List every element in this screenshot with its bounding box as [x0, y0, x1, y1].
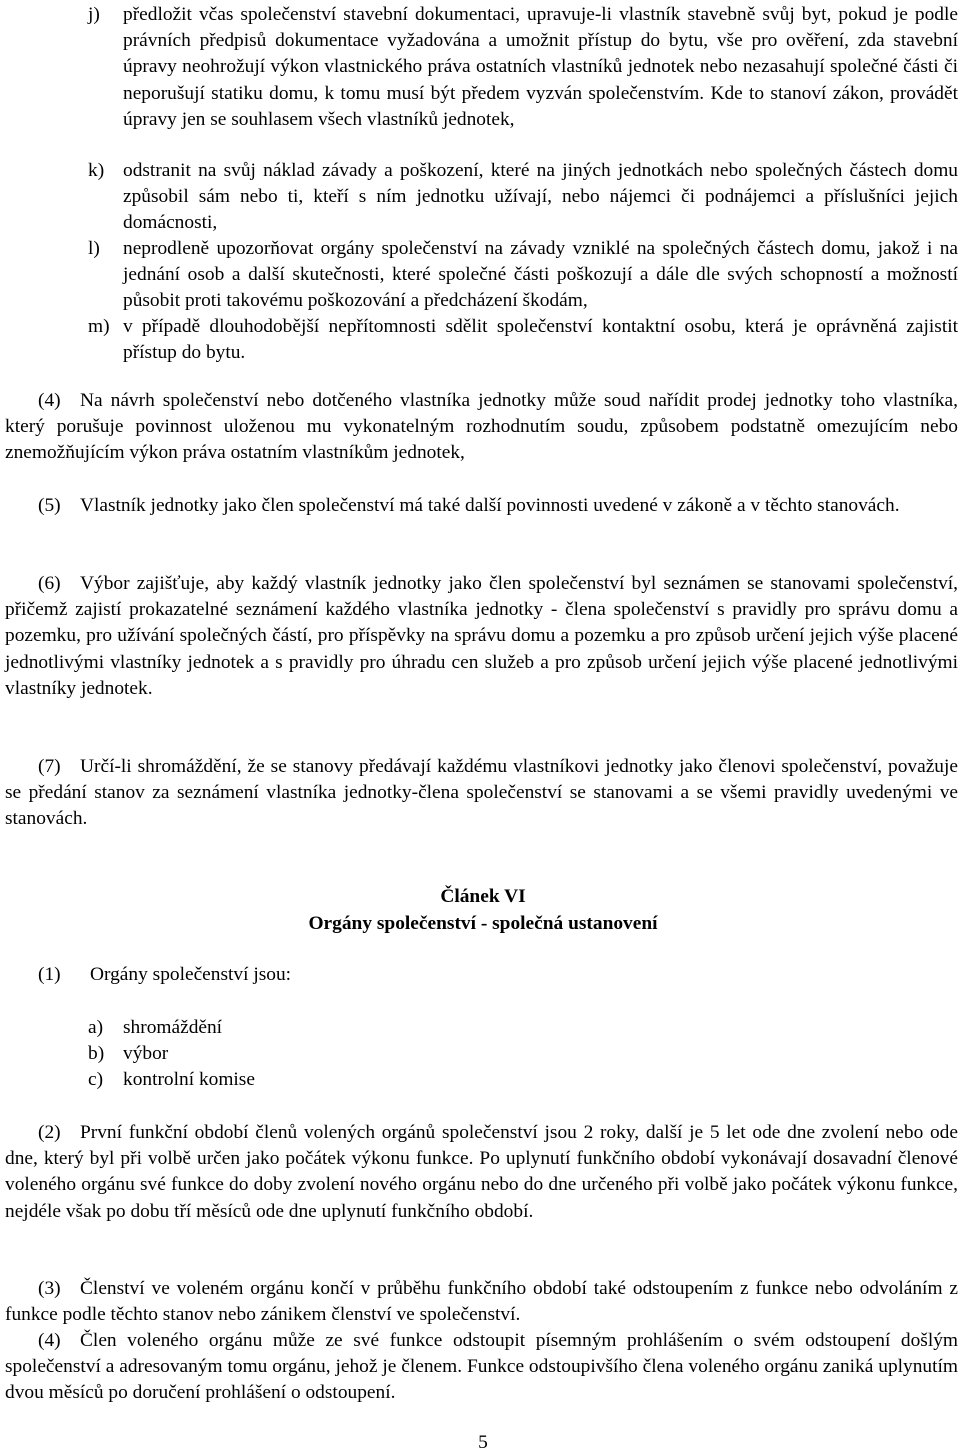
list-item-text: v případě dlouhodobější nepřítomnosti sdělit společenství kontaktní osobu, která je oprávněná zajistit přístup do bytu. [123, 316, 958, 364]
list-item-l [88, 236, 958, 315]
list-item-label: m) [88, 316, 110, 337]
organ-item-label: b) [88, 1043, 105, 1064]
organ-item-label: a) [88, 1017, 104, 1038]
article-title: Orgány společenství - společná ustanovení [308, 913, 658, 934]
organs-intro-number: (1) [38, 964, 61, 985]
list-item-text: neprodleně upozorňovat orgány společenství na závady vzniklé na společných částech domu, jakož i na jednání osob a další skutečnosti, které společné části poškozují a dále dle svých schopností a možností působit proti takovému poškozování a předcházení škodám, [123, 238, 958, 312]
list-item-m [88, 314, 958, 366]
paragraph-6: (6) Výbor zajišťuje, aby každý vlastník jednotky jako člen společenství byl seznámen se stanovami společenství, přičemž zajistí prokazatelné seznámení každého vlastníka jednotky - člena společenství s pravidly pro správu domu a pozemku, pro užívání společných částí, pro příspěvky na správu domu a pozemku a pro způsob určení jejich výše placené jednotlivými vlastníky jednotek a s pravidly pro úhradu cen služeb a pro způsob určení jejich výše placené jednotlivými vlastníky jednotek. [5, 573, 958, 699]
paragraph-2: (2) První funkční období členů volených orgánů společenství jsou 2 roky, další je 5 let ode dne zvolení nebo ode dne, který byl při volbě určen jako počátek výkonu funkce. Po uplynutí funkčního období vykonávají dosavadní členové voleného orgánu své funkce do doby zvolení nového orgánu nebo do dne určeného při volbě jako počátek výkonu funkce, nejdéle však po dobu tří měsíců ode dne uplynutí funkčního období. [5, 1122, 958, 1222]
organ-item-label: c) [88, 1069, 104, 1090]
organs-intro-text: Orgány společenství jsou: [90, 964, 292, 985]
organ-item-text: kontrolní komise [123, 1069, 255, 1090]
page-number: 5 [478, 1432, 488, 1453]
list-item-label: k) [88, 160, 105, 181]
list-item-label: l) [88, 238, 100, 259]
list-item-text: předložit včas společenství stavební dokumentaci, upravuje-li vlastník stavebně svůj byt, pokud je podle právních předpisů dokumentace vyžadována a umožnit přístup do bytu, vše pro ověření, zda stavební úpravy neohrožují výkon vlastnického práva ostatních vlastníků jednotek nebo nezasahují společné části či neporušují statiku domu, k tomu musí být předem vyzván společenstvím. Kde to stanoví zákon, provádět úpravy jen se souhlasem všech vlastníků jednotek, [123, 4, 958, 130]
article-number: Článek VI [440, 886, 526, 907]
organ-item-text: výbor [123, 1043, 169, 1064]
list-item-k [88, 158, 958, 237]
paragraph-7: (7) Určí-li shromáždění, že se stanovy předávají každému vlastníkovi jednotky jako členovi společenství, považuje se předání stanov za seznámení vlastníka jednotky-člena společenství se stanovami a se všemi pravidly uvedenými ve stanovách. [5, 756, 958, 830]
paragraph-4: (4) Na návrh společenství nebo dotčeného vlastníka jednotky může soud nařídit prodej jednotky toho vlastníka, který porušuje povinnost uloženou mu vykonatelným rozhodnutím soudu, způsobem podstatně omezujícím nebo znemožňujícím výkon práva ostatním vlastníkům jednotek, [5, 390, 958, 464]
paragraph-5: (5) Vlastník jednotky jako člen společenství má také další povinnosti uvedené v zákoně a v těchto stanovách. [38, 495, 900, 516]
list-item-j [88, 2, 958, 133]
paragraph-4b: (4) Člen voleného orgánu může ze své funkce odstoupit písemným prohlášením o svém odstoupení došlým společenství a adresovaným tomu orgánu, jehož je členem. Funkce odstoupivšího člena voleného orgánu zaniká uplynutím dvou měsíců po doručení prohlášení o odstoupení. [5, 1330, 958, 1404]
list-item-text: odstranit na svůj náklad závady a poškození, které na jiných jednotkách nebo společných částech domu způsobil sám nebo ti, kteří s ním jednotku užívají, nebo nájemci či podnájemci a příslušníci jejich domácnosti, [123, 160, 958, 234]
paragraph-3: (3) Členství ve voleném orgánu končí v průběhu funkčního období také odstoupením z funkce nebo odvoláním z funkce podle těchto stanov nebo zánikem členství ve společenství. [5, 1278, 958, 1326]
list-item-label: j) [88, 4, 100, 25]
organ-item-text: shromáždění [123, 1017, 223, 1038]
